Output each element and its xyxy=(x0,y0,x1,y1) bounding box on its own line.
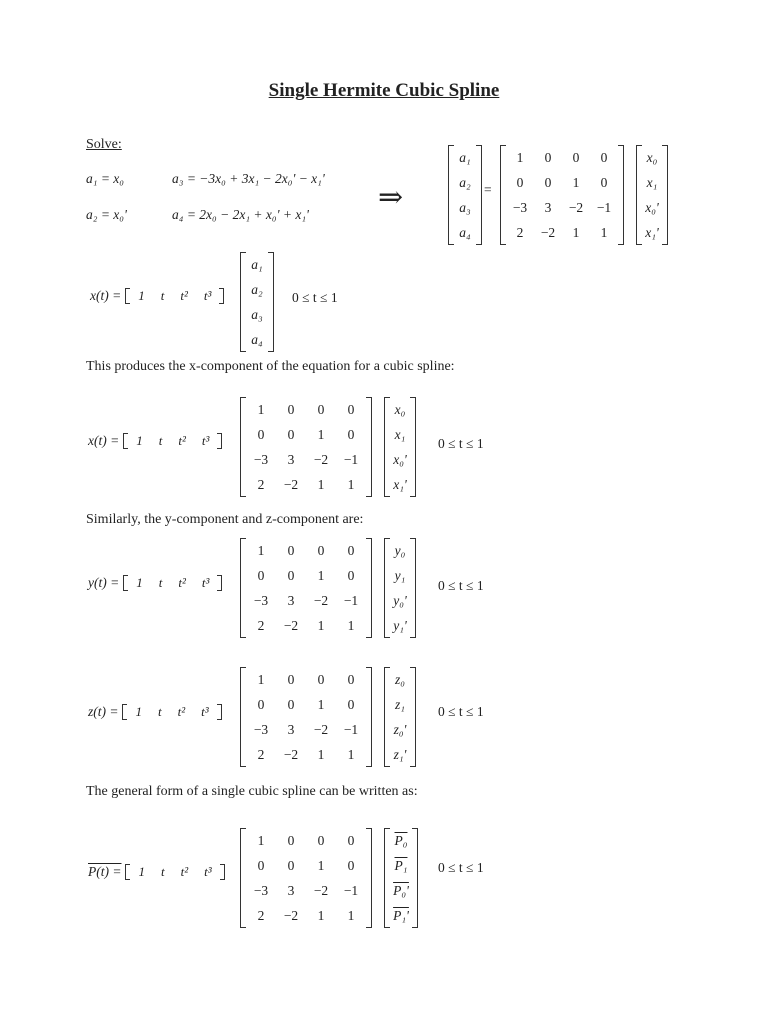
x-vector xyxy=(384,397,416,497)
page-title: Single Hermite Cubic Spline xyxy=(268,80,500,101)
t-row-vector xyxy=(125,864,224,880)
y-vector-entry: y₁' xyxy=(393,618,407,633)
t-row-entry: t² xyxy=(178,433,186,448)
t-row-entry: t² xyxy=(180,864,189,879)
z-vector-entry: z₁ xyxy=(395,697,405,712)
x-vector-entry: x₀ xyxy=(646,150,658,165)
hermite-matrix-cell: −1 xyxy=(343,722,359,737)
p-vector-entry: P₀ xyxy=(394,833,408,848)
hermite-matrix-cell: 0 xyxy=(257,697,265,712)
hermite-matrix-cell: 2 xyxy=(257,747,265,762)
t-row-entry: t xyxy=(158,575,163,590)
hermite-matrix-cell: 0 xyxy=(516,175,524,190)
t-row-entry: t³ xyxy=(201,575,210,590)
t-row-entry: 1 xyxy=(136,575,143,590)
equals-sign: = xyxy=(484,182,492,197)
hermite-matrix-cell: 1 xyxy=(257,402,265,417)
hermite-matrix-cell: −2 xyxy=(540,225,556,240)
hermite-matrix-cell: 0 xyxy=(287,402,295,417)
z-vector-entry: z₁' xyxy=(393,747,407,762)
yt-equation-lhs xyxy=(88,575,222,591)
x-vector-entry: x₀ xyxy=(394,402,406,417)
hermite-matrix-cell: 0 xyxy=(347,543,355,558)
hermite-matrix-y xyxy=(240,538,372,638)
coef-vector-top xyxy=(448,145,482,245)
hermite-matrix-cell: 1 xyxy=(317,568,325,583)
t-row-entry: t xyxy=(160,288,165,303)
equation-a4: a₄ = 2x₀ − 2x₁ + x₀' + x₁' xyxy=(172,207,309,222)
hermite-matrix-cell: 0 xyxy=(347,697,355,712)
hermite-matrix-cell: 3 xyxy=(287,452,295,467)
hermite-matrix-cell: −2 xyxy=(313,722,329,737)
xt-lhs-label: x(t) = xyxy=(90,288,122,303)
hermite-matrix-cell: 0 xyxy=(347,833,355,848)
t-row-entry: t xyxy=(160,864,165,879)
equation-a1: a₁ = x₀ xyxy=(86,171,124,186)
hermite-matrix-cell: 1 xyxy=(317,618,325,633)
hermite-matrix-cell: 1 xyxy=(317,477,325,492)
z-vector-entry: z₀ xyxy=(395,672,405,687)
t-row-entry: t³ xyxy=(201,704,209,719)
hermite-matrix-cell: 0 xyxy=(347,568,355,583)
t-row-entry: t³ xyxy=(203,288,212,303)
t-row-entry: t² xyxy=(180,288,188,303)
hermite-matrix-cell: 0 xyxy=(572,150,580,165)
hermite-matrix-cell: 2 xyxy=(257,477,265,492)
t-row-entry: 1 xyxy=(135,704,142,719)
t-row-entry: t xyxy=(157,704,162,719)
coef-vector-entry: a₃ xyxy=(251,307,263,322)
t-row-vector xyxy=(123,433,222,449)
coef-vector-entry: a₄ xyxy=(251,332,263,347)
hermite-matrix-cell: 1 xyxy=(572,225,580,240)
range-x: 0 ≤ t ≤ 1 xyxy=(438,436,484,451)
hermite-matrix-x xyxy=(240,397,372,497)
hermite-matrix-cell: 1 xyxy=(317,697,325,712)
hermite-matrix-cell: 1 xyxy=(317,908,325,923)
p-vector-entry: P₀' xyxy=(393,883,409,898)
hermite-matrix-top xyxy=(500,145,624,245)
hermite-matrix-cell: 0 xyxy=(317,833,325,848)
hermite-matrix-cell: 0 xyxy=(544,175,552,190)
zt-equation-lhs xyxy=(88,704,222,720)
hermite-matrix-cell: 1 xyxy=(257,543,265,558)
hermite-matrix-cell: 3 xyxy=(544,200,552,215)
hermite-matrix-cell: 3 xyxy=(287,883,295,898)
t-row-entry: t² xyxy=(177,704,186,719)
equation-a2: a₂ = x₀' xyxy=(86,207,127,222)
hermite-matrix-cell: 0 xyxy=(257,427,265,442)
t-row-entry: 1 xyxy=(138,864,145,879)
t-row-entry: t³ xyxy=(204,864,212,879)
hermite-matrix-cell: 0 xyxy=(347,672,355,687)
hermite-matrix-cell: 0 xyxy=(287,543,295,558)
hermite-matrix-cell: −2 xyxy=(283,477,299,492)
hermite-matrix-cell: −2 xyxy=(313,593,329,608)
x-vector-top xyxy=(636,145,668,245)
hermite-matrix-z xyxy=(240,667,372,767)
hermite-matrix-cell: −3 xyxy=(512,200,528,215)
text-x-component: This produces the x-component of the equation for a cubic spline: xyxy=(86,359,455,374)
implies-arrow: ⇒ xyxy=(378,181,404,214)
hermite-matrix-cell: 0 xyxy=(287,672,295,687)
hermite-matrix-cell: 1 xyxy=(347,618,355,633)
equation-a3: a₃ = −3x₀ + 3x₁ − 2x₀' − x₁' xyxy=(172,171,325,186)
hermite-matrix-cell: 0 xyxy=(317,402,325,417)
hermite-matrix-cell: 0 xyxy=(287,697,295,712)
y-vector-entry: y₀' xyxy=(393,593,407,608)
hermite-matrix-cell: 1 xyxy=(317,858,325,873)
coef-vector-entry: a₄ xyxy=(459,225,471,240)
hermite-matrix-cell: 1 xyxy=(317,427,325,442)
hermite-matrix-cell: −1 xyxy=(343,883,359,898)
t-row-vector xyxy=(123,575,222,591)
hermite-matrix-cell: 0 xyxy=(600,175,608,190)
t-row-vector xyxy=(122,704,221,720)
z-vector xyxy=(384,667,416,767)
hermite-matrix-cell: 0 xyxy=(347,427,355,442)
hermite-matrix-cell: −2 xyxy=(313,452,329,467)
hermite-matrix-cell: −2 xyxy=(568,200,584,215)
hermite-matrix-cell: 0 xyxy=(347,858,355,873)
x-vector-entry: x₁ xyxy=(394,427,406,442)
hermite-matrix-cell: 0 xyxy=(347,402,355,417)
x-vector-entry: x₀' xyxy=(393,452,407,467)
hermite-matrix-cell: 1 xyxy=(257,672,265,687)
coef-vector-entry: a₃ xyxy=(459,200,471,215)
hermite-matrix-cell: 3 xyxy=(287,593,295,608)
coef-vector-entry: a₁ xyxy=(251,257,263,272)
hermite-matrix-cell: 1 xyxy=(257,833,265,848)
hermite-matrix-cell: 0 xyxy=(317,672,325,687)
x-vector-entry: x₁' xyxy=(645,225,659,240)
hermite-matrix-cell: −1 xyxy=(343,452,359,467)
xt-coef-equation xyxy=(90,288,224,304)
hermite-matrix-cell: 0 xyxy=(257,568,265,583)
coef-vector-entry: a₂ xyxy=(251,282,263,297)
coef-vector-xt xyxy=(240,252,274,352)
hermite-matrix-cell: 1 xyxy=(572,175,580,190)
t-row-entry: t xyxy=(158,433,163,448)
hermite-matrix-cell: 1 xyxy=(516,150,524,165)
t-row-entry: t² xyxy=(178,575,186,590)
coef-vector-entry: a₁ xyxy=(459,150,471,165)
range-y: 0 ≤ t ≤ 1 xyxy=(438,578,484,593)
hermite-matrix-cell: 2 xyxy=(516,225,524,240)
hermite-matrix-cell: −2 xyxy=(313,883,329,898)
hermite-matrix-cell: 0 xyxy=(317,543,325,558)
solve-label: Solve: xyxy=(86,137,122,152)
x-vector-entry: x₁' xyxy=(393,477,407,492)
hermite-matrix-cell: 1 xyxy=(317,747,325,762)
hermite-matrix-cell: 3 xyxy=(287,722,295,737)
hermite-matrix-cell: −3 xyxy=(253,452,269,467)
pt-equation-lhs xyxy=(88,864,225,880)
x-vector-entry: x₁ xyxy=(646,175,658,190)
hermite-matrix-cell: −2 xyxy=(283,618,299,633)
z-vector-entry: z₀' xyxy=(393,722,407,737)
hermite-matrix-cell: 0 xyxy=(544,150,552,165)
hermite-matrix-cell: 0 xyxy=(287,833,295,848)
y-vector-entry: y₀ xyxy=(394,543,406,558)
hermite-matrix-cell: 0 xyxy=(287,568,295,583)
yt-lhs-label: y(t) = xyxy=(88,575,120,590)
hermite-matrix-cell: −1 xyxy=(343,593,359,608)
range-z: 0 ≤ t ≤ 1 xyxy=(438,704,484,719)
hermite-matrix-cell: −1 xyxy=(596,200,612,215)
hermite-matrix-cell: 2 xyxy=(257,618,265,633)
range-p: 0 ≤ t ≤ 1 xyxy=(438,860,484,875)
t-row-vector xyxy=(125,288,224,304)
hermite-matrix-cell: 1 xyxy=(347,908,355,923)
hermite-matrix-cell: 1 xyxy=(600,225,608,240)
coef-vector-entry: a₂ xyxy=(459,175,471,190)
hermite-matrix-cell: −3 xyxy=(253,722,269,737)
hermite-matrix-cell: 0 xyxy=(287,858,295,873)
hermite-matrix-cell: −3 xyxy=(253,593,269,608)
hermite-matrix-cell: 0 xyxy=(600,150,608,165)
hermite-matrix-cell: 2 xyxy=(257,908,265,923)
x-vector-entry: x₀' xyxy=(645,200,659,215)
y-vector xyxy=(384,538,416,638)
hermite-matrix-cell: 1 xyxy=(347,747,355,762)
text-general-form: The general form of a single cubic spline can be written as: xyxy=(86,784,418,799)
pt-lhs-label: P(t) = xyxy=(88,864,122,879)
xt-lhs-label: x(t) = xyxy=(88,433,120,448)
t-row-entry: 1 xyxy=(138,288,145,303)
hermite-matrix-cell: −2 xyxy=(283,747,299,762)
hermite-matrix-cell: 0 xyxy=(287,427,295,442)
t-row-entry: t³ xyxy=(201,433,210,448)
p-vector-entry: P₁' xyxy=(393,908,409,923)
t-row-entry: 1 xyxy=(136,433,143,448)
text-yz-component: Similarly, the y-component and z-component are: xyxy=(86,512,364,527)
hermite-matrix-cell: −2 xyxy=(283,908,299,923)
p-vector-entry: P₁ xyxy=(394,858,408,873)
xt-equation-lhs xyxy=(88,433,222,449)
range-xt-coef: 0 ≤ t ≤ 1 xyxy=(292,290,338,305)
zt-lhs-label: z(t) = xyxy=(88,704,119,719)
hermite-matrix-cell: −3 xyxy=(253,883,269,898)
y-vector-entry: y₁ xyxy=(394,568,406,583)
p-vector xyxy=(384,828,418,928)
hermite-matrix-cell: 0 xyxy=(257,858,265,873)
hermite-matrix-p xyxy=(240,828,372,928)
hermite-matrix-cell: 1 xyxy=(347,477,355,492)
